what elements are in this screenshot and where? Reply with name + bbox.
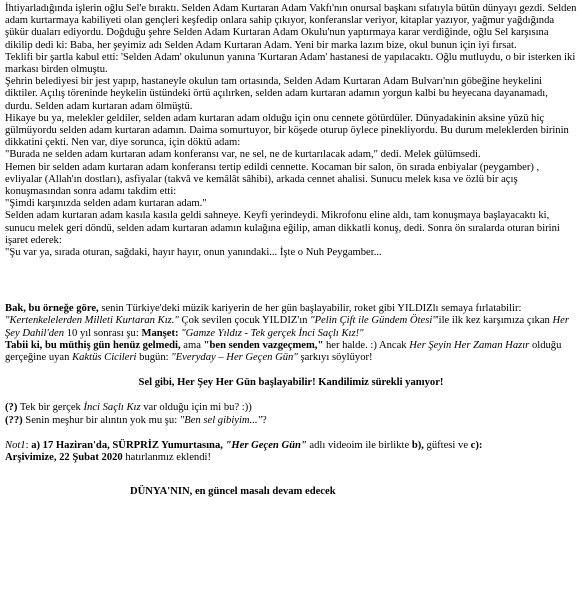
- question-2-italic: "Ben sel gibiyim...": [179, 414, 262, 426]
- text-run: ?: [261, 414, 267, 426]
- text-run: adlı videoim ile birlikte: [306, 439, 412, 451]
- quote-vazgecmem: "ben senden vazgeçmem,": [203, 339, 324, 351]
- quote-kertenkele: "Kertenkelelerden Milleti Kurtaran Kız.": [5, 315, 179, 327]
- not1-archive: Arşivimize, 22 Şubat 2020: [5, 452, 123, 464]
- not1-item-c: c):: [470, 439, 483, 451]
- text-run: her halde. :) Ancak: [323, 339, 410, 351]
- story-paragraph-9: "Şu var ya, sırada oturan, sağdaki, hayır hayır, onun yanındaki... İşte o Nuh Peygamber...: [5, 247, 382, 259]
- question-1: [5, 402, 577, 414]
- slogan: Sel gibi, Her Şey Her Gün başlayabilir! Kandilimiz sürekli yanıyor!: [138, 377, 444, 389]
- commentary-section: [5, 303, 577, 498]
- story-paragraph-7: "Şimdi karşınızda selden adam kurtaran adam.": [5, 198, 207, 210]
- text-run: bugün:: [136, 352, 172, 364]
- tabii-lead: Tabii ki, bu müthiş gün henüz gelmedi,: [5, 339, 181, 351]
- question-1-italic: İnci Saçlı Kız: [83, 402, 141, 414]
- text-run: Senin meşhur bir alıntın yok mu şu:: [22, 414, 180, 426]
- story-paragraph-2: Teklifi bir şartla kabul etti: 'Selden Adam' okulunun yanına 'Kurtaran Adam' hastanesi de yapılacaktı. Oğlu mutluydu, o bir isterken iki markası birden olmuştu.: [5, 51, 576, 76]
- bak-lead: Bak, bu örneğe göre,: [5, 303, 99, 315]
- quote-headline: "Gamze Yıldız - Tek gerçek İnci Saçlı Kız!": [181, 327, 364, 339]
- story-paragraph-6: Hemen bir selden adam kurtaran adam konferansı tertip edildi cennette. Kocaman bir salon, ön sırada enbiyalar (peygamber) , evliyalar (Allah'ın dostları), asfiyalar (takvâ ve kemâlât sâhibi), arkada cennet ahalisi. Sunucu melek kısa ve özlü bir açış konuşmasından sonra adamı takdim etti:: [5, 161, 540, 198]
- text-run: Tek bir gerçek: [17, 402, 84, 414]
- text-run: 10 yıl sonrası şu:: [64, 327, 142, 339]
- text-run: :: [25, 439, 32, 451]
- text-run: güftesi ve: [423, 439, 471, 451]
- spacer: [5, 259, 577, 303]
- quote-hazir: Her Şeyin Her Zaman Hazır: [409, 339, 530, 351]
- text-run: şarkıyı söylüyor!: [297, 352, 373, 364]
- story-paragraph-4: Hikaye bu ya, melekler geldiler, selden adam kurtaran adam olduğu için onu cennete götürdüler. Dünyadakinin aksine yüzü hiç gülmüyordu selden adam kurtaran adamın. Daima somurtuyor, bir köşede oturup öylece pinekliyordu. Bu durum meleklerden birinin dikkatini çekti. Nen var, diye sorunca, için döktü adam:: [5, 112, 569, 149]
- text-run: olduğu gerçeğine uyan: [5, 339, 562, 364]
- story-paragraph-1: İhtiyarladığında işlerin oğlu Sel'e bıraktı. Selden Adam Kurtaran Adam Vakfı'nın onursal başkanı sıfatıyla bütün dünyayı gezdi. Selden adam kurtarmaya kabiliyeti olan gençleri keşfedip onlara sahip çıkıyor, konferanslar veriyor, kitaplar yazıyor, yağmur yağdığında şükür duaları ediyordu. Doğduğu şehre Selden Adam Kurtaran Adam Okulu'nun yaptırmaya karar verdiğinde, oğlu Sel karşısına dikilip dedi ki: Baba, her şeyimiz adı Selden Adam Kurtaran Adam. Yeni bir marka lazım bize, okul bunun için iyi fırsat.: [5, 3, 577, 51]
- question-2-mark: (??): [5, 414, 23, 426]
- text-run: 'ile ilk kez karşımıza çıkan: [436, 315, 553, 327]
- quote-her-sey-dahil: Her Şey Dahil'den: [5, 315, 569, 339]
- text-run: ama: [180, 339, 204, 351]
- story-paragraph-8: Selden adam kurtaran adam kasıla kasıla geldi sahneye. Keyfi yerindeydi. Mikrofonu eline aldı, tam konuşmaya başlayacaktı ki, sunucu melek geri döndü, selden adam kurtaran adamın kulağına eğilip, aman dikkatli konuş, dedi. Sonra ön sıralarda oturan birini işaret ederek:: [5, 210, 560, 246]
- text-run: senin Türkiye'deki müzik kariyerin de her gün başlayabilir, roket gibi YILDIZlı semaya fırlatabilir:: [98, 303, 522, 315]
- quote-show: "Pelin Çift ile Gündem Ötesi": [310, 315, 437, 327]
- not1-paragraph: [5, 440, 577, 464]
- not1-item-b: b),: [411, 439, 424, 451]
- text-run: var olduğu için mi bu? :)): [140, 402, 252, 414]
- document-page: [5, 3, 577, 499]
- story-paragraph-5: "Burada ne selden adam kurtaran adam konferansı var, ne sel, ne de kurtarılacak adam," dedi. Melek gülümsedi.: [5, 149, 481, 161]
- manset-label: Manşet:: [141, 327, 179, 339]
- footer-line: DÜNYA'NIN, en güncel masalı devam edecek: [130, 486, 336, 498]
- story-section: [5, 3, 577, 259]
- quote-everyday: "Everyday – Her Geçen Gün": [171, 352, 298, 364]
- not1-label: Not1: [5, 439, 26, 451]
- story-paragraph-3: Şehrin belediyesi bir jest yapıp, hastaneyle okulun tam ortasında, Selden Adam Kurtaran Adam Bulvarı'nın göbeğine heykelini diktiler. Açılış töreninde heykelin üstündeki örtü açılırken, selden adam kurtaran adamın yorgun kalbi bu heyecana dayanamadı, durdu. Selden adam kurtaran adam ölmüştü.: [5, 76, 548, 112]
- text-run: hatırlanmız eklendi!: [122, 452, 211, 464]
- text-run: Çok sevilen çocuk YILDIZ'ın: [178, 315, 311, 327]
- commentary-paragraph: [5, 303, 577, 364]
- question-2: [5, 415, 577, 427]
- question-1-mark: (?): [5, 402, 18, 414]
- not1-item-a: a) 17 Haziran'da, SÜRPRİZ Yumurtasına,: [31, 439, 226, 451]
- not1-song: "Her Geçen Gün": [225, 439, 307, 451]
- quote-kaktus: Kaktüs Cicileri: [72, 352, 137, 364]
